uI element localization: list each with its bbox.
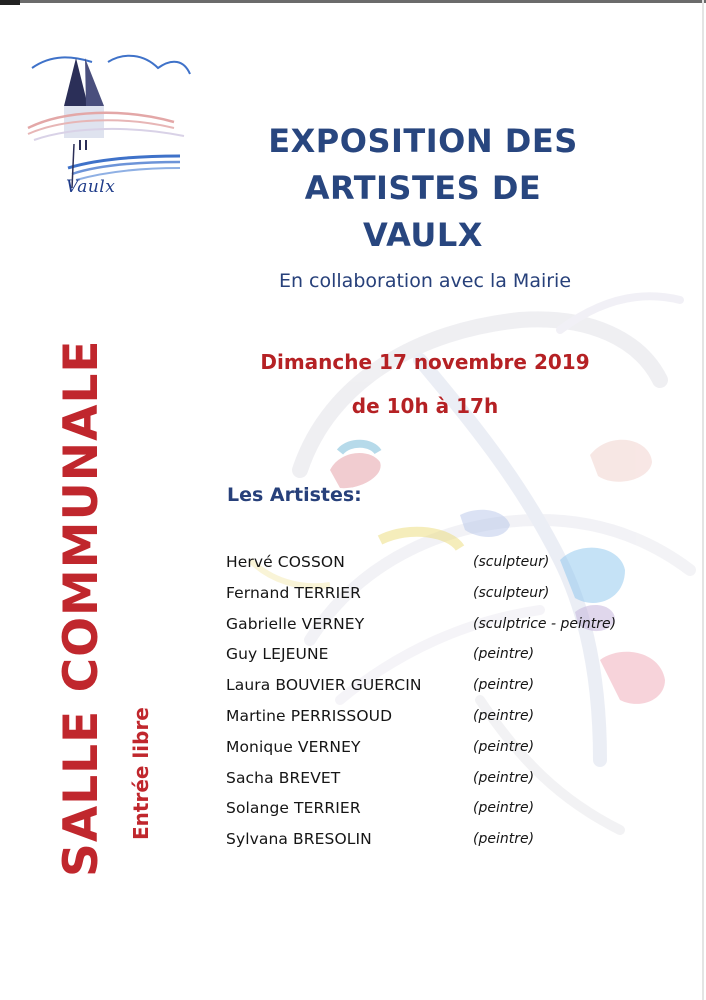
artist-row: [226, 676, 666, 707]
artist-role: (peintre): [473, 831, 535, 848]
artist-row: [226, 830, 666, 861]
artist-name: Hervé COSSON: [226, 553, 345, 571]
artist-name: Fernand TERRIER: [226, 583, 362, 602]
artist-role: (peintre): [473, 707, 535, 724]
venue-vertical-text: SALLE COMMUNALE: [54, 339, 109, 877]
artist-role: (sculpteur): [473, 584, 550, 601]
artist-name: Solange TERRIER: [226, 799, 361, 818]
artist-name: Martine PERRISSOUD: [226, 706, 393, 725]
logo-text: Vaulx: [66, 177, 116, 197]
artist-row: [226, 584, 666, 615]
artist-row: [226, 738, 666, 769]
artist-name: Monique VERNEY: [226, 737, 361, 756]
artist-row: [226, 615, 666, 646]
artist-role: (sculpteur): [473, 554, 550, 570]
artist-role: (peintre): [473, 646, 535, 663]
artist-name: Sacha BREVET: [226, 768, 341, 787]
poster-title-line-1: EXPOSITION DES: [268, 122, 578, 160]
artist-row: [226, 645, 666, 676]
poster-title-line-2: ARTISTES DE: [304, 169, 542, 207]
artist-name: Sylvana BRESOLIN: [226, 830, 372, 849]
artist-role: (sculptrice - peintre): [473, 615, 617, 632]
free-entry-vertical-text: Entrée libre: [129, 707, 153, 840]
artist-row: [226, 707, 666, 738]
artist-role: (peintre): [473, 769, 535, 786]
artists-heading: Les Artistes:: [227, 484, 362, 506]
artist-list: [226, 553, 666, 861]
artist-role: (peintre): [473, 738, 535, 755]
artist-role: (peintre): [473, 800, 535, 817]
event-hours: de 10h à 17h: [351, 394, 499, 418]
artist-name: Gabrielle VERNEY: [226, 614, 365, 633]
poster-title-line-3: VAULX: [363, 216, 483, 254]
artist-role: (peintre): [473, 677, 535, 694]
artist-row: [226, 769, 666, 800]
collaboration-subtitle: En collaboration avec la Mairie: [278, 270, 572, 292]
artist-row: [226, 799, 666, 830]
artist-row: [226, 553, 666, 584]
artist-name: Laura BOUVIER GUERCIN: [226, 676, 422, 695]
event-date: Dimanche 17 novembre 2019: [260, 350, 590, 374]
artist-name: Guy LEJEUNE: [226, 645, 329, 664]
